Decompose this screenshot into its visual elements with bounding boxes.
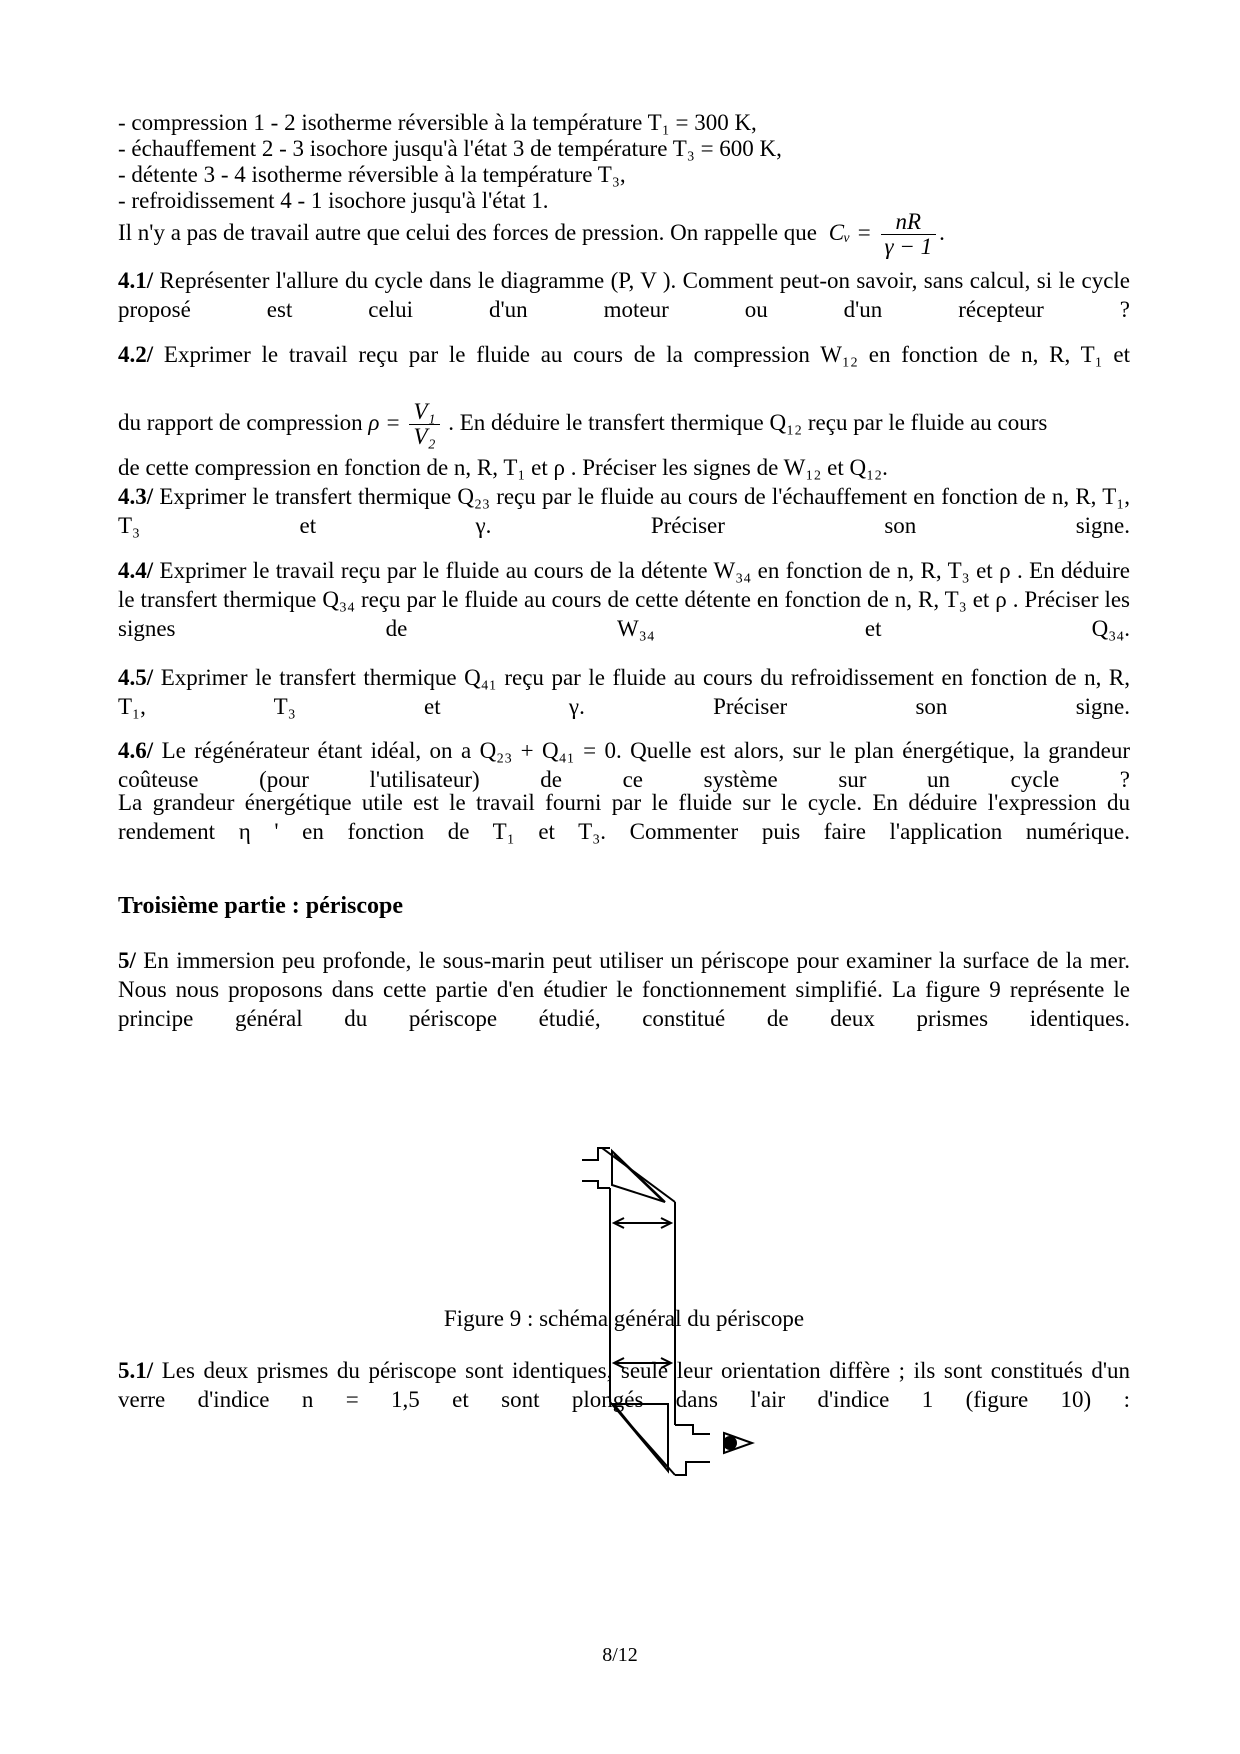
question-body: Exprimer le transfert thermique Q₄₁ reçu par le fluide au cours du refroidissement en fonction de n, R, T₁, T₃ et γ. Préciser son signe. — [118, 665, 1130, 719]
question-4-4 — [118, 556, 1130, 672]
cv-denominator: γ − 1 — [884, 234, 933, 259]
question-number: 4.2/ — [118, 342, 154, 367]
cv-lhs: Cᵥ = — [828, 219, 872, 245]
question-number: 5.1/ — [118, 1358, 154, 1383]
cv-formula: Cᵥ = $\frac{nR}{\gamma - 1}$ . — [828, 209, 945, 259]
question-body: Représenter l'allure du cycle dans le diagramme (P, V ). Comment peut-on savoir, sans calcul, si le cycle proposé est celui d'un moteur ou d'un récepteur ? — [118, 268, 1131, 322]
rho-formula — [368, 400, 442, 449]
cv-fraction — [881, 210, 937, 259]
cv-numerator: nR — [881, 210, 937, 235]
question-body: En immersion peu profonde, le sous-marin peut utiliser un périscope pour examiner la surface de la mer. Nous nous proposons dans cette partie d'en étudier le fonctionnement simplifié. La figure 9 représente le principe général du périscope étudié, constitué de deux prismes identiques. — [118, 948, 1131, 1031]
question-5-1 — [118, 1356, 1130, 1443]
double-arrow-upper — [614, 1218, 671, 1228]
list-item: - refroidissement 4 - 1 isochore jusqu'à l'état 1. — [118, 188, 549, 213]
rho-numerator: V₁ — [409, 400, 439, 425]
question-number: 5/ — [118, 948, 136, 973]
question-number: 4.5/ — [118, 665, 154, 690]
figure-caption: Figure 9 : schéma général du périscope — [443, 1306, 805, 1331]
intro-paragraph — [118, 210, 1130, 259]
question-number: 4.6/ — [118, 738, 154, 763]
question-body: Exprimer le transfert thermique Q₂₃ reçu par le fluide au cours de l'échauffement en fonction de n, R, T₁, T₃ et γ. Préciser son signe. — [118, 484, 1131, 538]
question-body: du rapport de compression — [118, 409, 363, 435]
question-number: 4.1/ — [118, 268, 154, 293]
question-body: . En déduire le transfert thermique Q₁₂ reçu par le fluide au cours — [448, 409, 1048, 435]
question-4-6-continued: La grandeur énergétique utile est le travail fourni par le fluide sur le cycle. En déduire l'expression du rendement η ' en fonction de T₁ et T₃. Commenter puis faire l'application numérique. — [118, 790, 1130, 844]
question-body: Exprimer le travail reçu par le fluide au cours de la compression W₁₂ en fonction de n, R, T₁ et — [163, 342, 1130, 367]
list-item: - échauffement 2 - 3 isochore jusqu'à l'état 3 de température T₃ = 600 K, — [118, 136, 782, 161]
page-number: 8/12 — [602, 1644, 638, 1666]
section-title: Troisième partie : périscope — [118, 893, 404, 919]
question-4-2 — [118, 340, 1130, 482]
question-body: de cette compression en fonction de n, R, T₁ et ρ . Préciser les signes de W₁₂ et Q₁₂. — [118, 455, 888, 480]
question-body: Les deux prismes du périscope sont identiques, seule leur orientation diffère ; ils sont constitués d'un verre d'indice n = 1,5 et sont plongés dans l'air d'indice 1 (figure 10) : — [118, 1358, 1131, 1412]
rho-fraction — [409, 400, 439, 449]
rho-denominator: V₂ — [413, 424, 436, 449]
question-number: 4.4/ — [118, 558, 154, 583]
rho-lhs: ρ = — [368, 409, 401, 435]
question-number: 4.3/ — [118, 484, 154, 509]
question-body: Le régénérateur étant idéal, on a Q₂₃ + Q₄₁ = 0. Quelle est alors, sur le plan énergétique, la grandeur coûteuse (pour l'utilisateur) de ce système sur un cycle ? — [118, 738, 1131, 792]
list-item: - compression 1 - 2 isotherme réversible à la température T₁ = 300 K, — [118, 110, 757, 135]
question-5 — [118, 946, 1130, 1062]
top-prism — [612, 1151, 665, 1202]
list-item: - détente 3 - 4 isotherme réversible à la température T₃, — [118, 162, 626, 187]
intro-text: Il n'y a pas de travail autre que celui des forces de pression. On rappelle que — [118, 219, 817, 245]
question-body: Exprimer le travail reçu par le fluide au cours de la détente W₃₄ en fonction de n, R, T₃ et ρ . En déduire le transfert thermique Q₃₄ reçu par le fluide au cours de cette détente en fonction de n, R, T₃ et ρ . Préciser les signes de W₃₄ et Q₃₄. — [118, 558, 1130, 641]
